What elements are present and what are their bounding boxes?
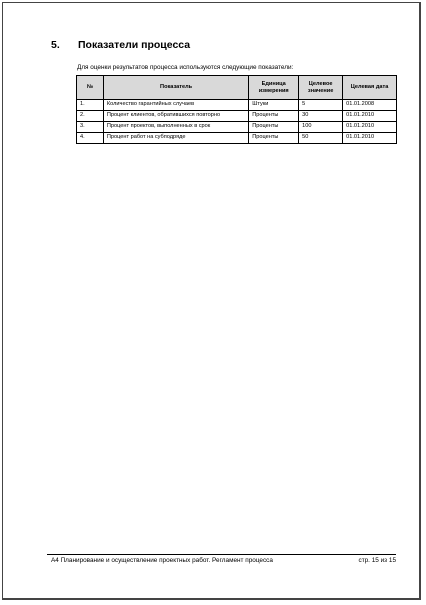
cell-target-value: 100 <box>299 122 343 133</box>
cell-indicator: Количество гарантийных случаев <box>103 100 248 111</box>
footer-page-number: стр. 15 из 15 <box>358 557 396 564</box>
cell-number: 1. <box>77 100 104 111</box>
footer-divider <box>47 554 396 555</box>
table-row <box>77 133 397 144</box>
table-row <box>77 122 397 133</box>
section-number: 5. <box>51 39 60 51</box>
indicators-table <box>76 75 397 144</box>
cell-target-date: 01.01.2010 <box>343 133 397 144</box>
header-unit: Единица измерения <box>249 76 299 100</box>
cell-target-value: 50 <box>299 133 343 144</box>
intro-text: Для оценки результатов процесса используются следующие показатели: <box>77 64 294 71</box>
cell-indicator: Процент клиентов, обратившихся повторно <box>103 111 248 122</box>
section-title: Показатели процесса <box>78 39 191 51</box>
header-number: № <box>77 76 104 100</box>
cell-number: 2. <box>77 111 104 122</box>
cell-target-value: 5 <box>299 100 343 111</box>
table-row <box>77 100 397 111</box>
cell-target-date: 01.01.2010 <box>343 122 397 133</box>
header-indicator: Показатель <box>103 76 248 100</box>
cell-unit: Штуки <box>249 100 299 111</box>
cell-number: 3. <box>77 122 104 133</box>
cell-unit: Проценты <box>249 122 299 133</box>
cell-indicator: Процент проектов, выполненных в срок <box>103 122 248 133</box>
table-header-row <box>77 76 397 100</box>
section-heading <box>51 39 190 51</box>
cell-number: 4. <box>77 133 104 144</box>
header-target-date: Целевая дата <box>343 76 397 100</box>
cell-target-date: 01.01.2008 <box>343 100 397 111</box>
cell-unit: Проценты <box>249 133 299 144</box>
table-row <box>77 111 397 122</box>
cell-indicator: Процент работ на субподряде <box>103 133 248 144</box>
cell-unit: Проценты <box>249 111 299 122</box>
cell-target-value: 30 <box>299 111 343 122</box>
footer-document-title: А4 Планирование и осуществление проектных работ. Регламент процесса <box>51 557 273 564</box>
cell-target-date: 01.01.2010 <box>343 111 397 122</box>
header-target-value: Целевое значение <box>299 76 343 100</box>
